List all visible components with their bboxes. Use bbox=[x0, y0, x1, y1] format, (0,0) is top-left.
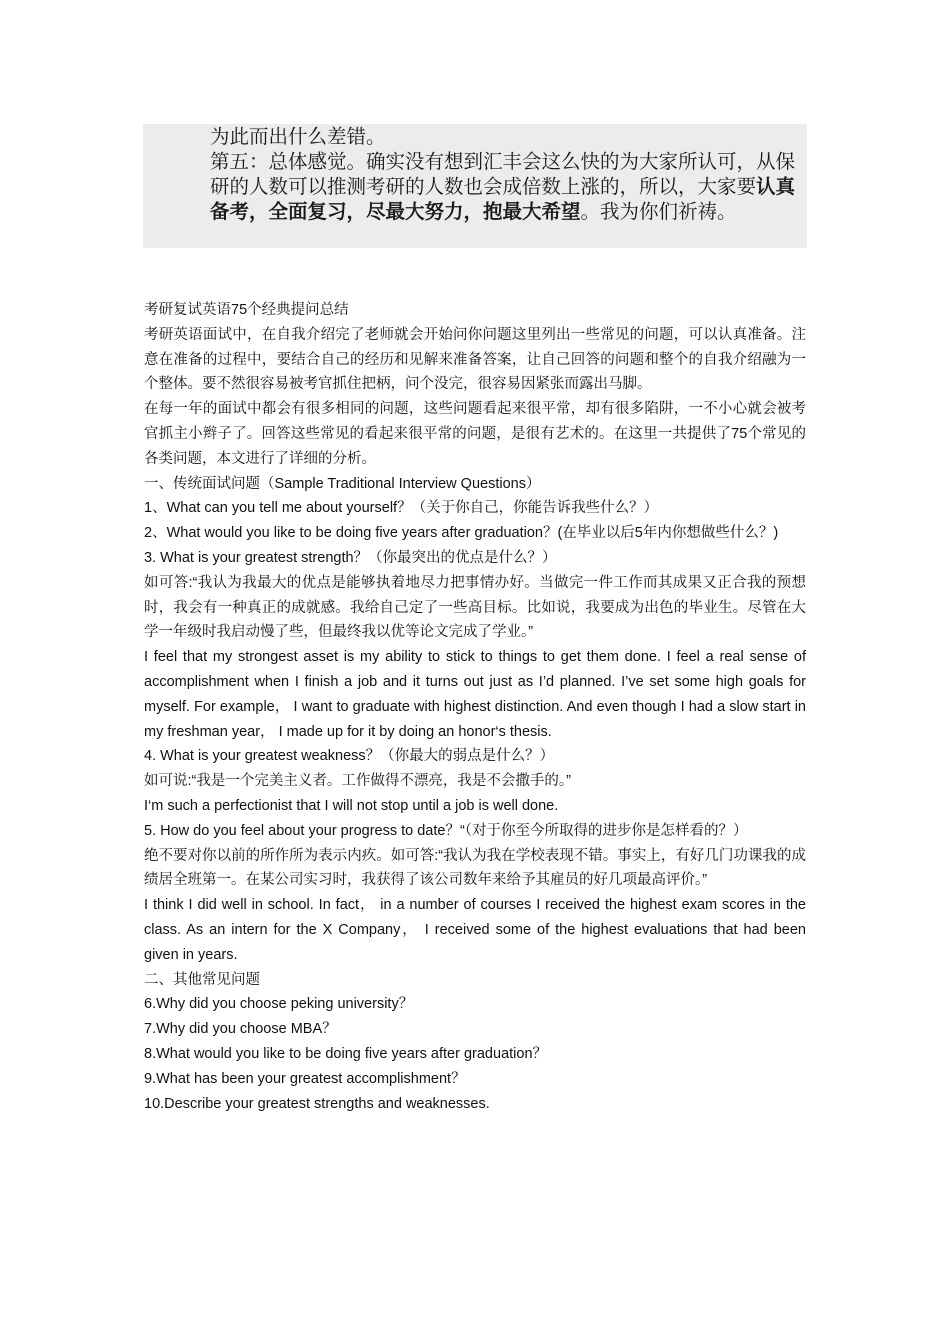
quote-text-bold: 认真备考，全面复习，尽最大努力，抱最大希望 bbox=[210, 175, 796, 223]
quote-paragraph-5 bbox=[210, 149, 810, 224]
quoted-excerpt bbox=[210, 124, 810, 224]
quote-line-1: 为此而出什么差错。 bbox=[210, 125, 386, 148]
paragraph: 考研英语面试中，在自我介绍完了老师就会开始问你问题这里列出一些常见的问题，可以认真准备。注意在准备的过程中，要结合自己的经历和见解来准备答案，让自己回答的问题和整个的自我介绍融为一个整体。要不然很容易被考官抓住把柄，问个没完，很容易因紧张而露出马脚。 bbox=[144, 326, 806, 393]
section-heading: 二、其他常见问题 bbox=[144, 971, 260, 988]
question: 7.Why did you choose MBA？ bbox=[144, 1021, 337, 1038]
question: 10.Describe your greatest strengths and weaknesses. bbox=[144, 1095, 490, 1112]
question: 4. What is your greatest weakness？（你最大的弱点是什么？） bbox=[144, 748, 555, 765]
paragraph: 绝不要对你以前的所作所为表示内疚。如可答:“我认为我在学校表现不错。事实上，有好几门功课我的成绩居全班第一。在某公司实习时，我获得了该公司数年来给予其雇员的好几项最高评价。” bbox=[144, 847, 806, 889]
paragraph: 如可说:“我是一个完美主义者。工作做得不漂亮，我是不会撒手的。” bbox=[144, 773, 571, 790]
question: 8.What would you like to be doing five years after graduation？ bbox=[144, 1045, 548, 1062]
paragraph: I think I did well in school. In fact， in a number of courses I received the highest exam scores in the class. As an intern for the X Company， I received some of the highest evaluations that had been given in years. bbox=[144, 897, 806, 963]
section-heading: 一、传统面试问题（Sample Traditional Interview Questions） bbox=[144, 475, 541, 492]
question: 2、What would you like to be doing five years after graduation？(在毕业以后5年内你想做些什么？) bbox=[144, 525, 779, 542]
article-title: 考研复试英语75个经典提问总结 bbox=[144, 302, 349, 318]
question: 6.Why did you choose peking university？ bbox=[144, 996, 414, 1013]
question: 9.What has been your greatest accomplishment？ bbox=[144, 1070, 466, 1087]
quote-text-normal-end: 。我为你们祈祷。 bbox=[580, 200, 737, 223]
question: 3. What is your greatest strength？（你最突出的优点是什么？） bbox=[144, 549, 557, 566]
article-body bbox=[144, 298, 806, 1116]
paragraph: I feel that my strongest asset is my ability to stick to things to get them done. I feel a real sense of accomplishment when I finish a job and it turns out just as I’d planned. I’ve set some high goals for myself. For example， I want to graduate with highest distinction. And even though I had a slow start in my freshman year， I made up for it by doing an honor‘s thesis. bbox=[144, 649, 806, 740]
paragraph: I‘m such a perfectionist that I will not stop until a job is well done. bbox=[144, 797, 559, 814]
paragraph: 如可答:“我认为我最大的优点是能够执着地尽力把事情办好。当做完一件工作而其成果又正合我的预想时，我会有一种真正的成就感。我给自己定了一些高目标。比如说，我要成为出色的毕业生。尽管在大学一年级时我启动慢了些，但最终我以优等论文完成了学业。” bbox=[144, 574, 806, 641]
paragraph: 在每一年的面试中都会有很多相同的问题，这些问题看起来很平常，却有很多陷阱，一不小心就会被考官抓主小辫子了。回答这些常见的看起来很平常的问题，是很有艺术的。在这里一共提供了75个常见的各类问题，本文进行了详细的分析。 bbox=[144, 401, 806, 467]
quote-text-normal: 第五：总体感觉。确实没有想到汇丰会这么快的为大家所认可，从保研的人数可以推测考研的人数也会成倍数上涨的，所以，大家要 bbox=[210, 150, 796, 198]
question: 1、What can you tell me about yourself？（关于你自己，你能告诉我些什么？） bbox=[144, 500, 659, 517]
question: 5. How do you feel about your progress to date？“（对于你至今所取得的进步你是怎样看的？） bbox=[144, 822, 748, 839]
